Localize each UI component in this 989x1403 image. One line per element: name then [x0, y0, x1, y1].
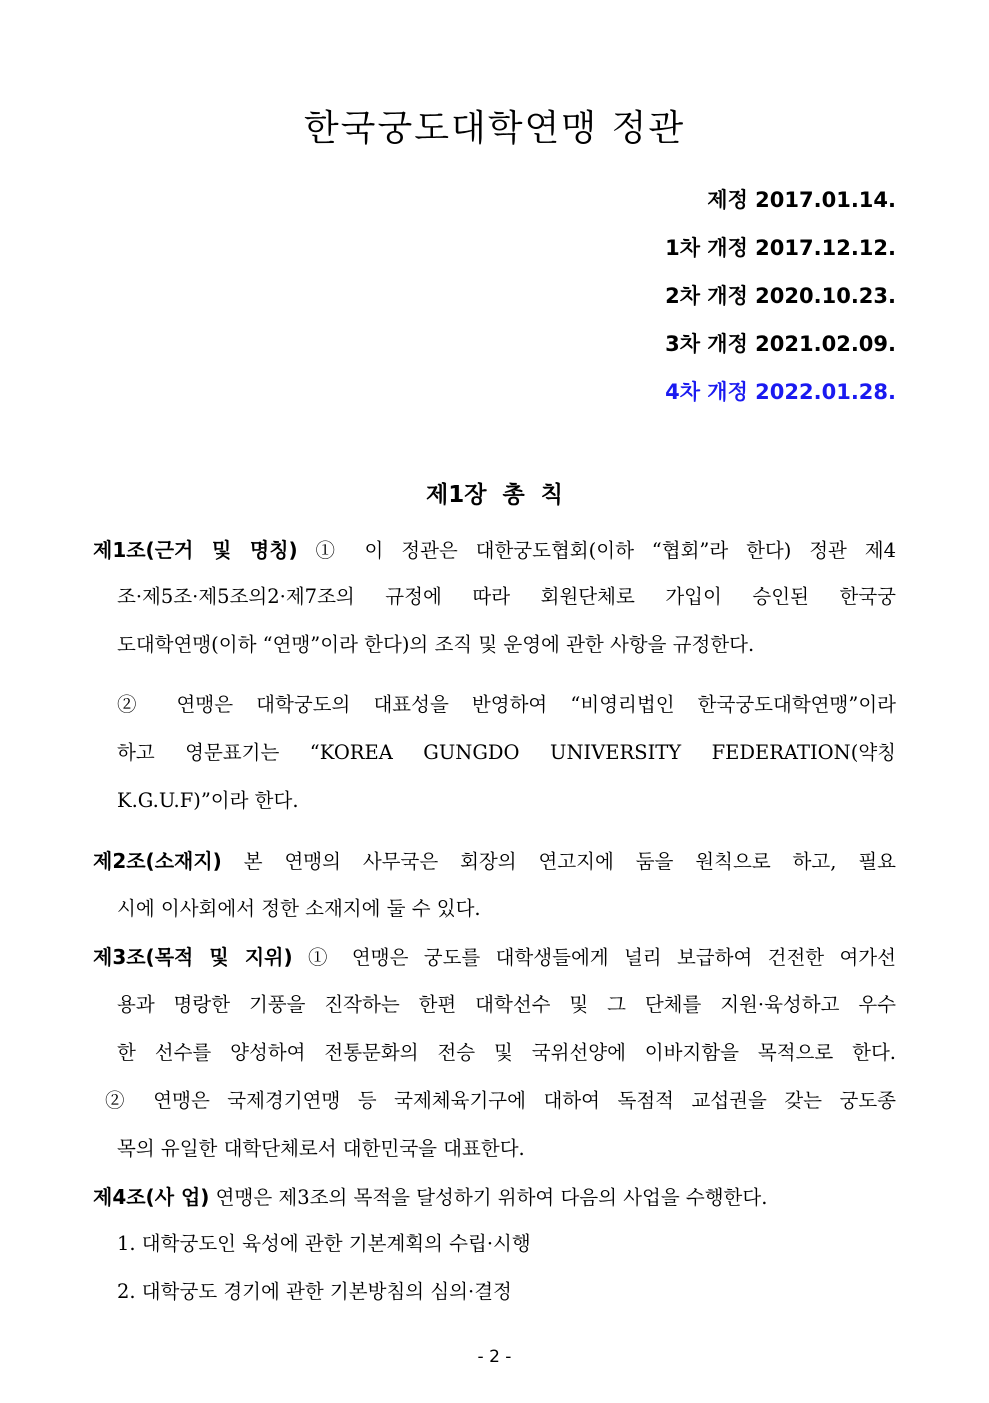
article-1-para-2-line-2: 하고 영문표기는 “KOREA GUNGDO UNIVERSITY FEDERATION(약칭	[117, 741, 896, 764]
article-2-line-1: 제2조(소재지) 본 연맹의 사무국은 회장의 연고지에 둠을 원칙으로 하고, 필요	[93, 849, 896, 873]
article-3-line-1: 제3조(목적 및 지위) ① 연맹은 궁도를 대학생들에게 널리 보급하여 건전한 여가선	[93, 945, 896, 969]
article-3-para-2-line-2: 목의 유일한 대학단체로서 대한민국을 대표한다.	[117, 1137, 525, 1160]
article-3-line-2: 용과 명랑한 기풍을 진작하는 한편 대학선수 및 그 단체를 지원·육성하고 우수	[117, 993, 896, 1016]
page-number: - 2 -	[477, 1347, 512, 1367]
article-1-line-1: 제1조(근거 및 명칭) ① 이 정관은 대한궁도협회(이하 “협회”라 한다) 정관 제4	[93, 538, 896, 562]
revision-enacted: 제정 2017.01.14.	[707, 188, 896, 212]
revision-4: 4차 개정 2022.01.28.	[665, 380, 896, 404]
article-2-heading: 제2조(소재지)	[93, 849, 222, 873]
article-4-heading: 제4조(사 업)	[93, 1185, 210, 1209]
article-1-line-3: 도대학연맹(이하 “연맹”이라 한다)의 조직 및 운영에 관한 사항을 규정한다.	[117, 633, 755, 656]
article-4-item-2: 2. 대학궁도 경기에 관한 기본방침의 심의·결정	[117, 1280, 512, 1303]
article-4-line-1: 제4조(사 업) 연맹은 제3조의 목적을 달성하기 위하여 다음의 사업을 수행한다.	[93, 1185, 768, 1209]
article-3-heading: 제3조(목적 및 지위)	[93, 945, 293, 969]
article-1-line-2: 조·제5조·제5조의2·제7조의 규정에 따라 회원단체로 가입이 승인된 한국궁	[117, 585, 896, 608]
revision-1: 1차 개정 2017.12.12.	[665, 236, 896, 260]
revision-3: 3차 개정 2021.02.09.	[665, 332, 896, 356]
article-2-line-2: 시에 이사회에서 정한 소재지에 둘 수 있다.	[117, 897, 481, 920]
article-1-heading: 제1조(근거 및 명칭)	[93, 538, 298, 562]
article-3-para-2-line-1: ② 연맹은 국제경기연맹 등 국제체육기구에 대하여 독점적 교섭권을 갖는 궁도종	[105, 1089, 896, 1112]
document-title: 한국궁도대학연맹 정관	[303, 108, 686, 149]
article-4-item-1: 1. 대학궁도인 육성에 관한 기본계획의 수립·시행	[117, 1232, 531, 1255]
article-1-para-2-line-1: ② 연맹은 대학궁도의 대표성을 반영하여 “비영리법인 한국궁도대학연맹”이라	[117, 693, 896, 716]
article-1-para-2-line-3: K.G.U.F)”이라 한다.	[117, 789, 299, 812]
article-3-line-3: 한 선수를 양성하여 전통문화의 전승 및 국위선양에 이바지함을 목적으로 한다.	[117, 1041, 896, 1064]
revision-2: 2차 개정 2020.10.23.	[665, 284, 896, 308]
chapter-heading: 제1장 총 칙	[426, 482, 563, 508]
